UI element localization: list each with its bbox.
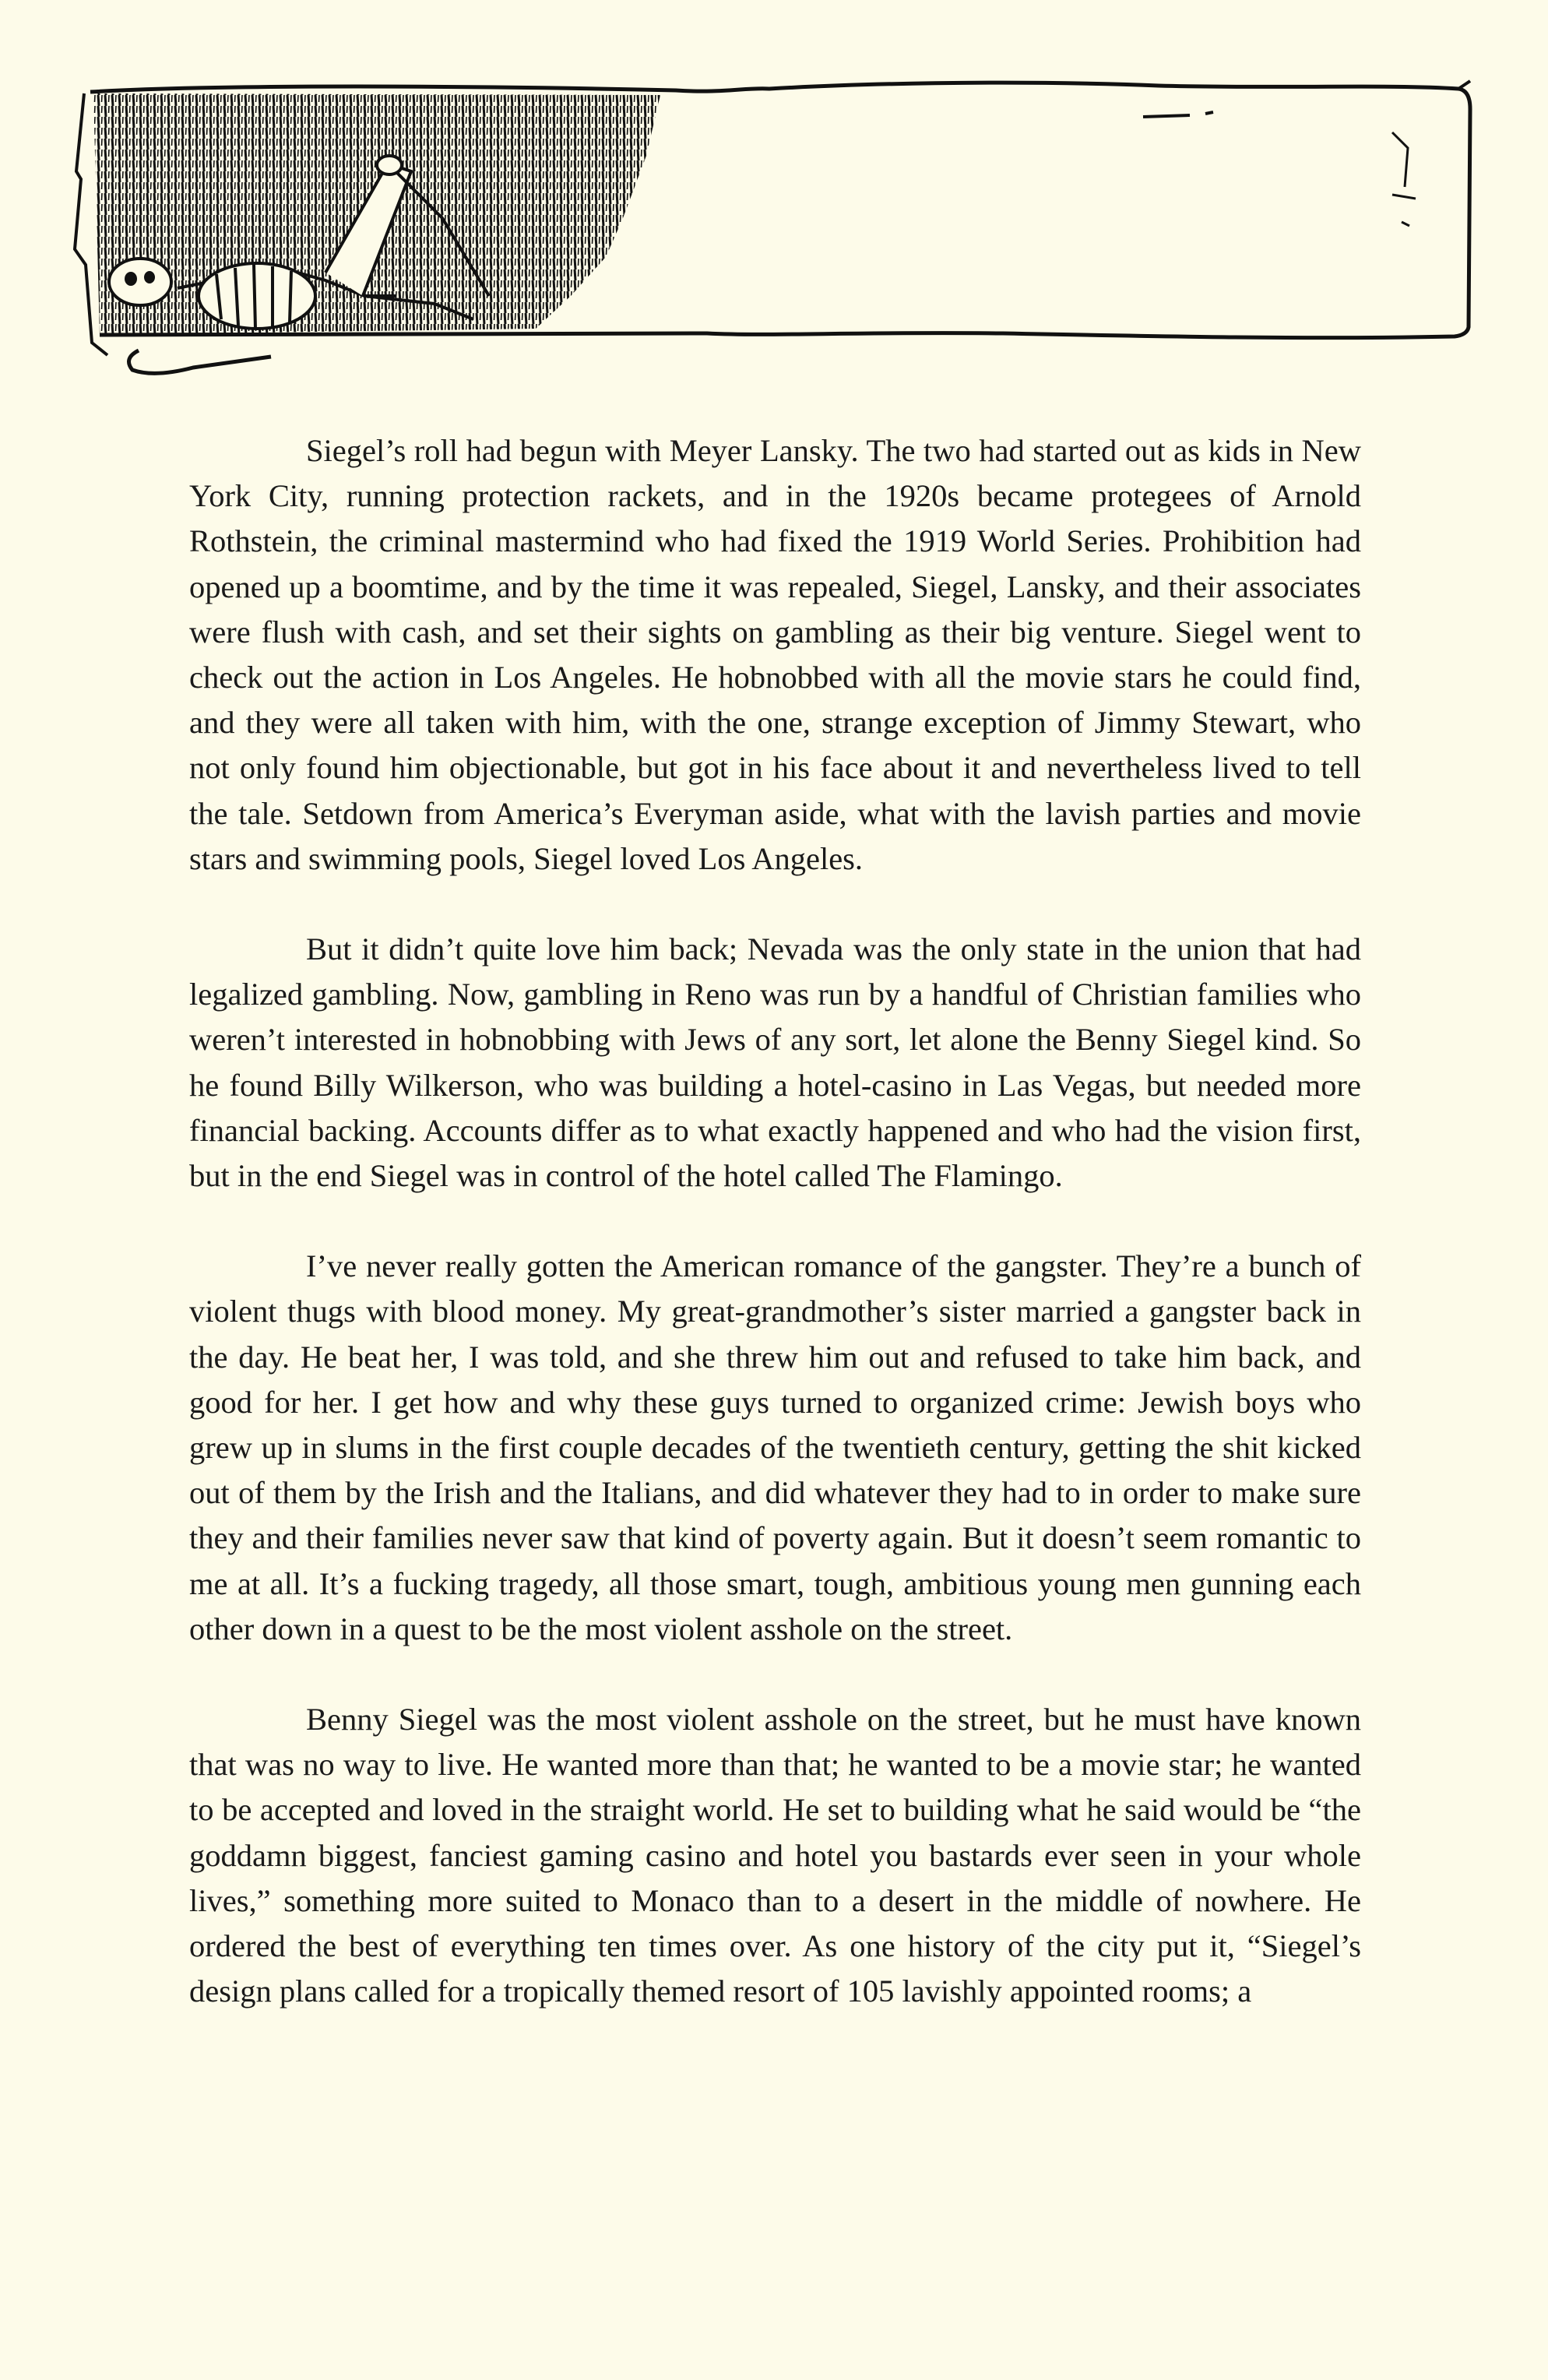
skeleton-banner-icon xyxy=(69,62,1478,389)
paragraph-1: Siegel’s roll had begun with Meyer Lansky. The two had started out as kids in New York City, running protection rackets, and in the 1920s became protegees of Arnold Rothstein, the criminal mastermind who had fixed the 1919 World Series. Prohibition had opened up a boomtime, and by the time it was repealed, Siegel, Lansky, and their associates were flush with cash, and set their sights on gambling as their big venture. Siegel went to check out the action in Los Angeles. He hobnobbed with all the movie stars he could find, and they were all taken with him, with the one, strange exception of Jimmy Stewart, who not only found him objectionable, but got in his face about it and nevertheless lived to tell the tale. Setdown from America’s Everyman aside, what with the lavish parties and movie stars and swimming pools, Siegel loved Los Angeles. xyxy=(189,433,1361,876)
body-text xyxy=(189,428,1361,2060)
paragraph-3: I’ve never really gotten the American romance of the gangster. They’re a bunch of violent thugs with blood money. My great-grandmother’s sister married a gangster back in the day. He beat her, I was told, and she threw him out and refused to take him back, and good for her. I get how and why these guys turned to organized crime: Jewish boys who grew up in slums in the first couple decades of the twentieth century, getting the shit kicked out of them by the Irish and the Italians, and did whatever they had to in order to make sure they and their families never saw that kind of poverty again. But it doesn’t seem romantic to me at all. It’s a fucking tragedy, all those smart, tough, ambitious young men gunning each other down in a quest to be the most violent asshole on the street. xyxy=(189,1248,1361,1646)
paragraph-4: Benny Siegel was the most violent asshole on the street, but he must have known that was no way to live. He wanted more than that; he wanted to be a movie star; he wanted to be accepted and loved in the straight world. He set to building what he said would be “the goddamn biggest, fanciest gaming casino and hotel you bastards ever seen in your whole lives,” something more suited to Monaco than to a desert in the middle of nowhere. He ordered the best of everything ten times over. As one history of the city put it, “Siegel’s design plans called for a tropically themed resort of 105 lavishly appointed rooms; a xyxy=(189,1702,1361,2009)
paragraph-2: But it didn’t quite love him back; Nevada was the only state in the union that had legalized gambling. Now, gambling in Reno was run by a handful of Christian families who weren’t interested in hobnobbing with Jews of any sort, let alone the Benny Siegel kind. So he found Billy Wilkerson, who was building a hotel-casino in Las Vegas, but needed more financial backing. Accounts differ as to what exactly happened and who had the vision first, but in the end Siegel was in control of the hotel called The Flamingo. xyxy=(189,931,1361,1194)
